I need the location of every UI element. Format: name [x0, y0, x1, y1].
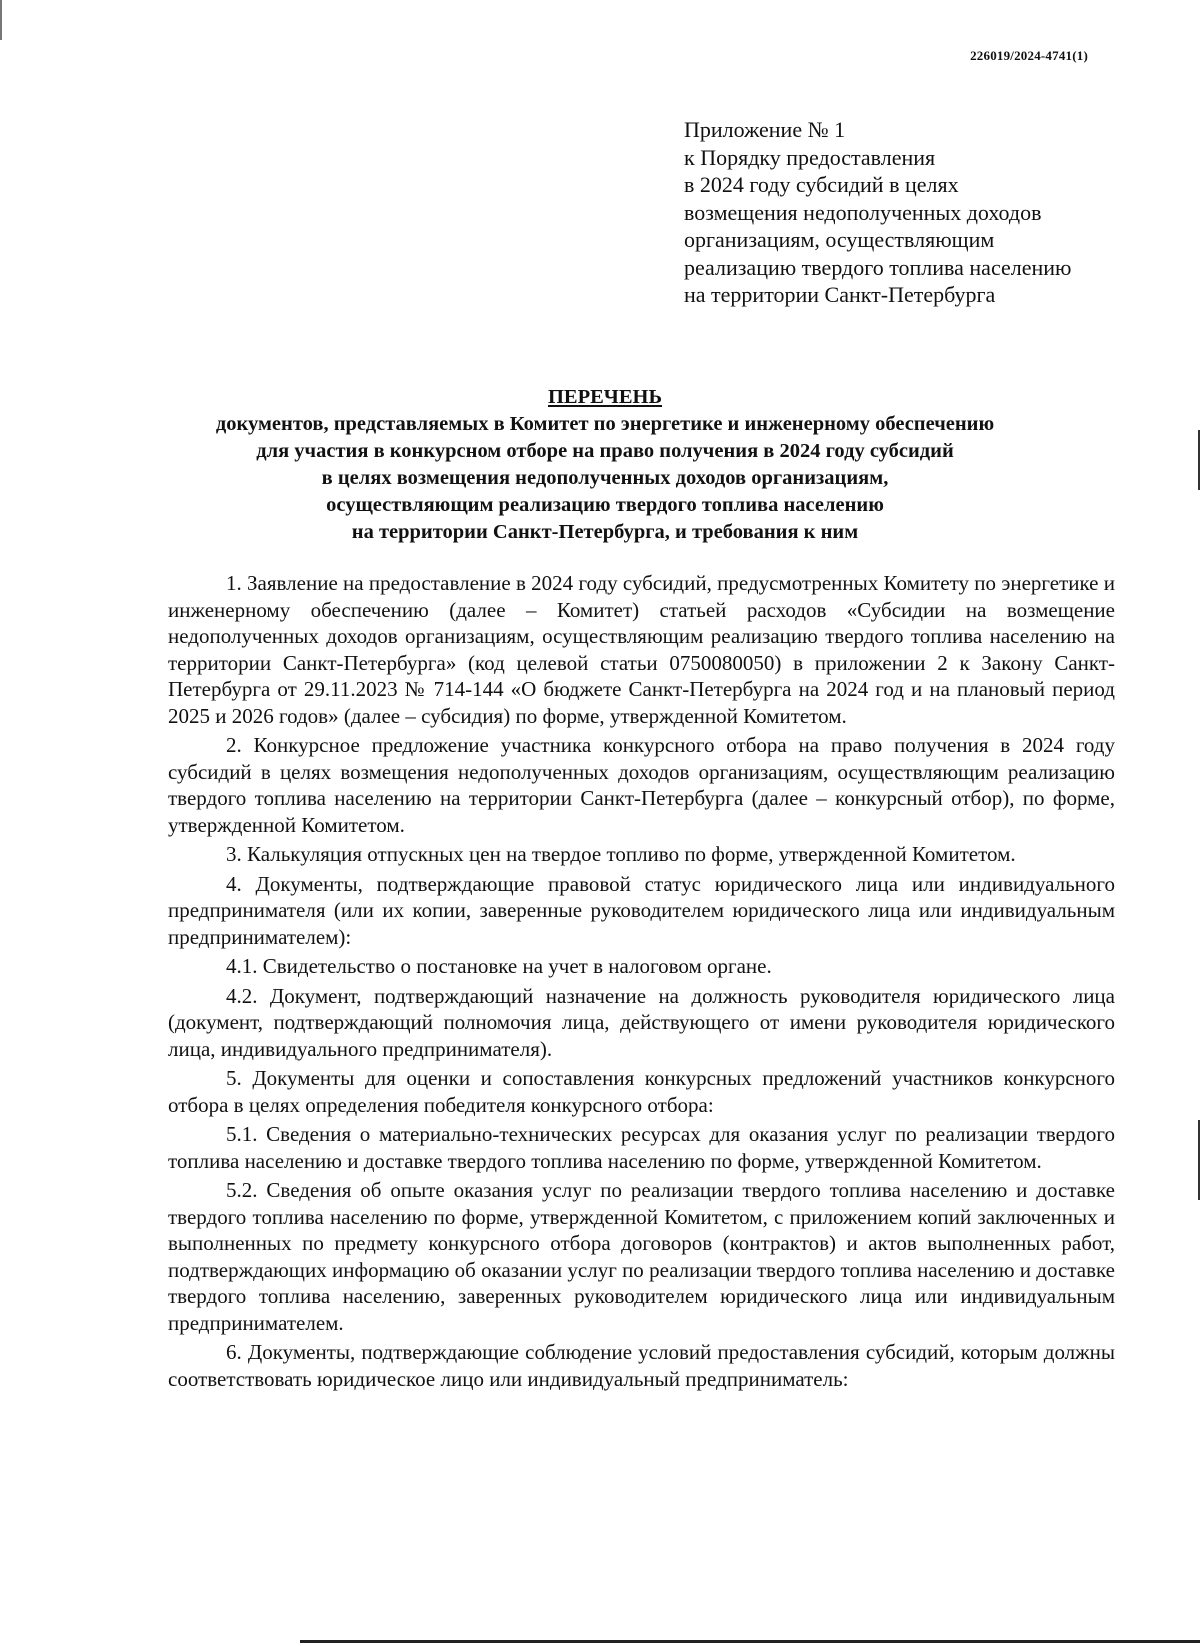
appendix-line: реализацию твердого топлива населению	[684, 254, 1072, 280]
paragraph-1: 1. Заявление на предоставление в 2024 году субсидий, предусмотренных Комитету по энергетике и инженерному обеспечению (далее – Комитет) статьей расходов «Субсидии на возмещение недополученных доходов организациям, осуществляющим реализацию твердого топлива населению на территории Санкт-Петербурга» (код целевой статьи 0750080050) в приложении 2 к Закону Санкт-Петербурга от 29.11.2023 № 714-144 «О бюджете Санкт-Петербурга на 2024 год и на плановый период 2025 и 2026 годов» (далее – субсидия) по форме, утвержденной Комитетом.	[168, 571, 1115, 728]
document-number: 226019/2024-4741(1)	[970, 48, 1088, 63]
appendix-line: к Порядку предоставления	[684, 144, 936, 170]
title-line: осуществляющим реализацию твердого топлива населению	[326, 494, 884, 516]
title-heading: ПЕРЕЧЕНЬ	[547, 386, 663, 408]
paragraph-4: 4. Документы, подтверждающие правовой статус юридического лица или индивидуального предпринимателя (или их копии, заверенные руководителем юридического лица или индивидуальным предпринимателем):	[168, 871, 1115, 949]
paragraph-5-1: 5.1. Сведения о материально-технических ресурсах для оказания услуг по реализации твердого топлива населению и доставке твердого топлива населению по форме, утвержденной Комитетом.	[168, 1122, 1115, 1173]
title-line: для участия в конкурсном отборе на право получения в 2024 году субсидий	[256, 440, 954, 462]
paragraph-3: 3. Калькуляция отпускных цен на твердое топливо по форме, утвержденной Комитетом.	[226, 842, 1016, 866]
appendix-header	[684, 116, 1124, 309]
document-body	[168, 570, 1115, 1395]
appendix-line: возмещения недополученных доходов	[684, 199, 1042, 225]
title-line: в целях возмещения недополученных доходов организациям,	[321, 467, 889, 489]
appendix-line: Приложение № 1	[684, 117, 846, 142]
appendix-line: в 2024 году субсидий в целях	[684, 172, 959, 197]
appendix-line: организациям, осуществляющим	[684, 227, 995, 252]
scan-edge-mark	[0, 0, 2, 40]
paragraph-2: 2. Конкурсное предложение участника конкурсного отбора на право получения в 2024 году субсидий в целях возмещения недополученных доходов организациям, осуществляющим реализацию твердого топлива населению на территории Санкт-Петербурга (далее – конкурсный отбор), по форме, утвержденной Комитетом.	[168, 733, 1115, 837]
title-line: на территории Санкт-Петербурга, и требования к ним	[351, 521, 859, 543]
paragraph-5-2: 5.2. Сведения об опыте оказания услуг по реализации твердого топлива населению и доставке твердого топлива населению по форме, утвержденной Комитетом, с приложением копий заключенных и выполненных по предмету конкурсного отбора договоров (контрактов) и актов выполненных работ, подтверждающих информацию об оказании услуг по реализации твердого топлива населению и доставке твердого топлива населению, заверенных руководителем юридического лица или индивидуальным предпринимателем.	[168, 1178, 1115, 1335]
paragraph-6: 6. Документы, подтверждающие соблюдение условий предоставления субсидий, которым должны соответствовать юридическое лицо или индивидуальный предприниматель:	[168, 1340, 1115, 1391]
bottom-rule	[300, 1640, 1200, 1643]
paragraph-5: 5. Документы для оценки и сопоставления конкурсных предложений участников конкурсного отбора в целях определения победителя конкурсного отбора:	[168, 1066, 1115, 1117]
appendix-line: на территории Санкт-Петербурга	[684, 282, 996, 307]
paragraph-4-2: 4.2. Документ, подтверждающий назначение на должность руководителя юридического лица (документ, подтверждающий полномочия лица, действующего от имени руководителя юридического лица, индивидуального предпринимателя).	[168, 983, 1115, 1061]
paragraph-4-1: 4.1. Свидетельство о постановке на учет в налоговом органе.	[226, 954, 772, 978]
document-title	[150, 384, 1060, 546]
title-line: документов, представляемых в Комитет по энергетике и инженерному обеспечению	[215, 413, 995, 435]
